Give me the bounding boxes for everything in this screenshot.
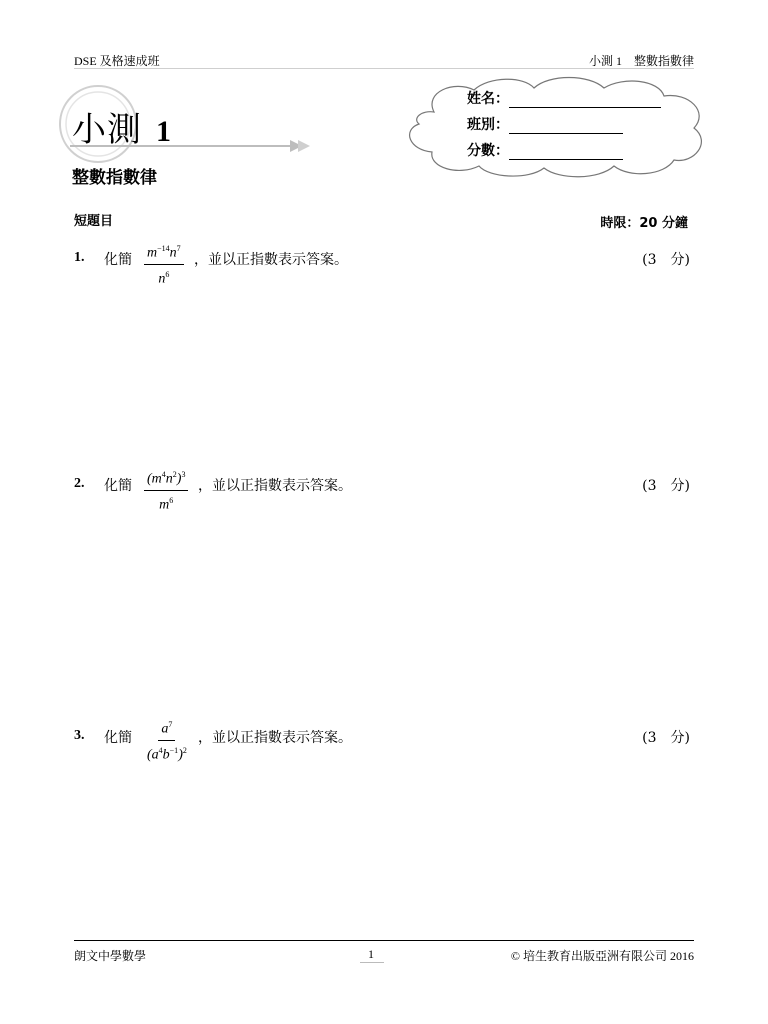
fraction-denominator: $(a^4b^{-1})^2$ xyxy=(147,745,187,763)
name-label: 姓名： xyxy=(467,91,509,107)
header-divider xyxy=(74,68,694,69)
question-number: 2. xyxy=(74,476,85,491)
question-number: 3. xyxy=(74,728,85,743)
class-line[interactable] xyxy=(509,119,623,134)
fraction-numerator: $(m^4n^2)^3$ xyxy=(144,466,188,491)
page-subtitle: 整數指數律 xyxy=(72,168,157,188)
footer-divider xyxy=(74,940,694,941)
class-label: 班別： xyxy=(467,117,509,133)
page-number-underline xyxy=(360,962,384,963)
question-fraction xyxy=(144,716,190,764)
section-label: 短題目 xyxy=(74,214,114,229)
question-instruction: ，並以正指數表示答案。 xyxy=(198,730,352,746)
footer-right: © 培生教育出版亞洲有限公司 2016 xyxy=(510,949,694,963)
fraction-denominator: $n^6$ xyxy=(158,269,170,287)
time-limit: 時限：20 分鐘 xyxy=(600,216,688,231)
fraction-denominator: $m^6$ xyxy=(159,495,174,513)
question-fraction xyxy=(144,466,188,514)
page-title xyxy=(72,102,171,151)
question-verb: 化簡 xyxy=(104,478,132,494)
footer-left: 朗文中學數學 xyxy=(74,949,147,963)
page-number: 1 xyxy=(368,947,374,961)
question-marks: (3 分) xyxy=(642,730,690,746)
class-field[interactable] xyxy=(467,114,623,134)
header-right: 小測 1 整數指數律 xyxy=(588,54,694,68)
question-instruction: ，並以正指數表示答案。 xyxy=(194,252,348,268)
score-field[interactable] xyxy=(467,140,623,160)
question-verb: 化簡 xyxy=(104,252,132,268)
question-number: 1. xyxy=(74,250,85,265)
question-fraction xyxy=(144,240,184,288)
fraction-numerator: $m^{-14}n^7$ xyxy=(144,240,184,265)
question-instruction: ，並以正指數表示答案。 xyxy=(198,478,352,494)
name-field[interactable] xyxy=(467,88,661,108)
name-line[interactable] xyxy=(509,93,661,108)
question-marks: (3 分) xyxy=(642,478,690,494)
score-label: 分數： xyxy=(467,143,509,159)
fraction-numerator: $a^7$ xyxy=(158,716,175,741)
title-text: 小測 xyxy=(72,110,142,150)
question-verb: 化簡 xyxy=(104,730,132,746)
question-marks: (3 分) xyxy=(642,252,690,268)
score-line[interactable] xyxy=(509,145,623,160)
header-left: DSE 及格速成班 xyxy=(74,54,160,68)
title-number: 1 xyxy=(156,115,171,148)
